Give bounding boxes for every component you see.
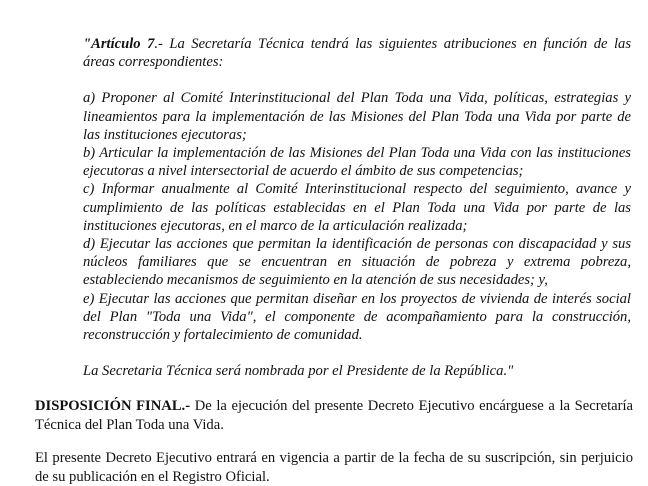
article-heading-text: .- La Secretaría Técnica tendrá las siguientes atribuciones en función de las áreas correspondientes: <box>83 36 632 71</box>
disposicion-label: DISPOSICIÓN FINAL.- <box>35 398 191 414</box>
article-7-quote <box>83 35 631 380</box>
disposicion-final <box>35 397 633 434</box>
article-item-d: d) Ejecutar las acciones que permitan la identificación de personas con discapacidad y sus núcleos familiares que se encuentran en situación de pobreza y extrema pobreza, estableciendo mecanismos de seguimiento en la atención de sus necesidades; y, <box>83 236 631 289</box>
article-item-b: b) Articular la implementación de las Misiones del Plan Toda una Vida con las instituciones ejecutoras a nivel intersectorial de acuerdo el ámbito de sus competencias; <box>83 145 631 180</box>
article-item-c: c) Informar anualmente al Comité Interinstitucional respecto del seguimiento, avance y cumplimiento de las políticas establecidas en el Plan Toda una Vida por parte de las instituciones ejecutoras, en el marco de la articulación realizada; <box>83 181 631 234</box>
disposicion-text: De la ejecución del presente Decreto Ejecutivo encárguese a la Secretaría Técnica del Plan Toda una Vida. <box>35 398 633 433</box>
article-item-a: a) Proponer al Comité Interinstitucional del Plan Toda una Vida, políticas, estrategias y lineamientos para la implementación de las Misiones del Plan Toda una Vida por parte de las instituciones ejecutoras; <box>83 90 631 143</box>
disposicion-paragraph <box>35 397 633 434</box>
vigencia-paragraph <box>35 449 633 486</box>
article-heading <box>83 35 631 71</box>
article-heading-label: "Artículo 7 <box>83 36 155 52</box>
vigencia-text: El presente Decreto Ejecutivo entrará en vigencia a partir de la fecha de su suscripción, sin perjuicio de su publicación en el Registro Oficial. <box>35 450 633 485</box>
article-closing: La Secretaria Técnica será nombrada por el Presidente de la República." <box>83 363 514 380</box>
article-item-e: e) Ejecutar las acciones que permitan diseñar en los proyectos de vivienda de interés social del Plan "Toda una Vida", el componente de acompañamiento para la construcción, reconstrucción y fortalecimiento de comunidad. <box>83 290 631 344</box>
